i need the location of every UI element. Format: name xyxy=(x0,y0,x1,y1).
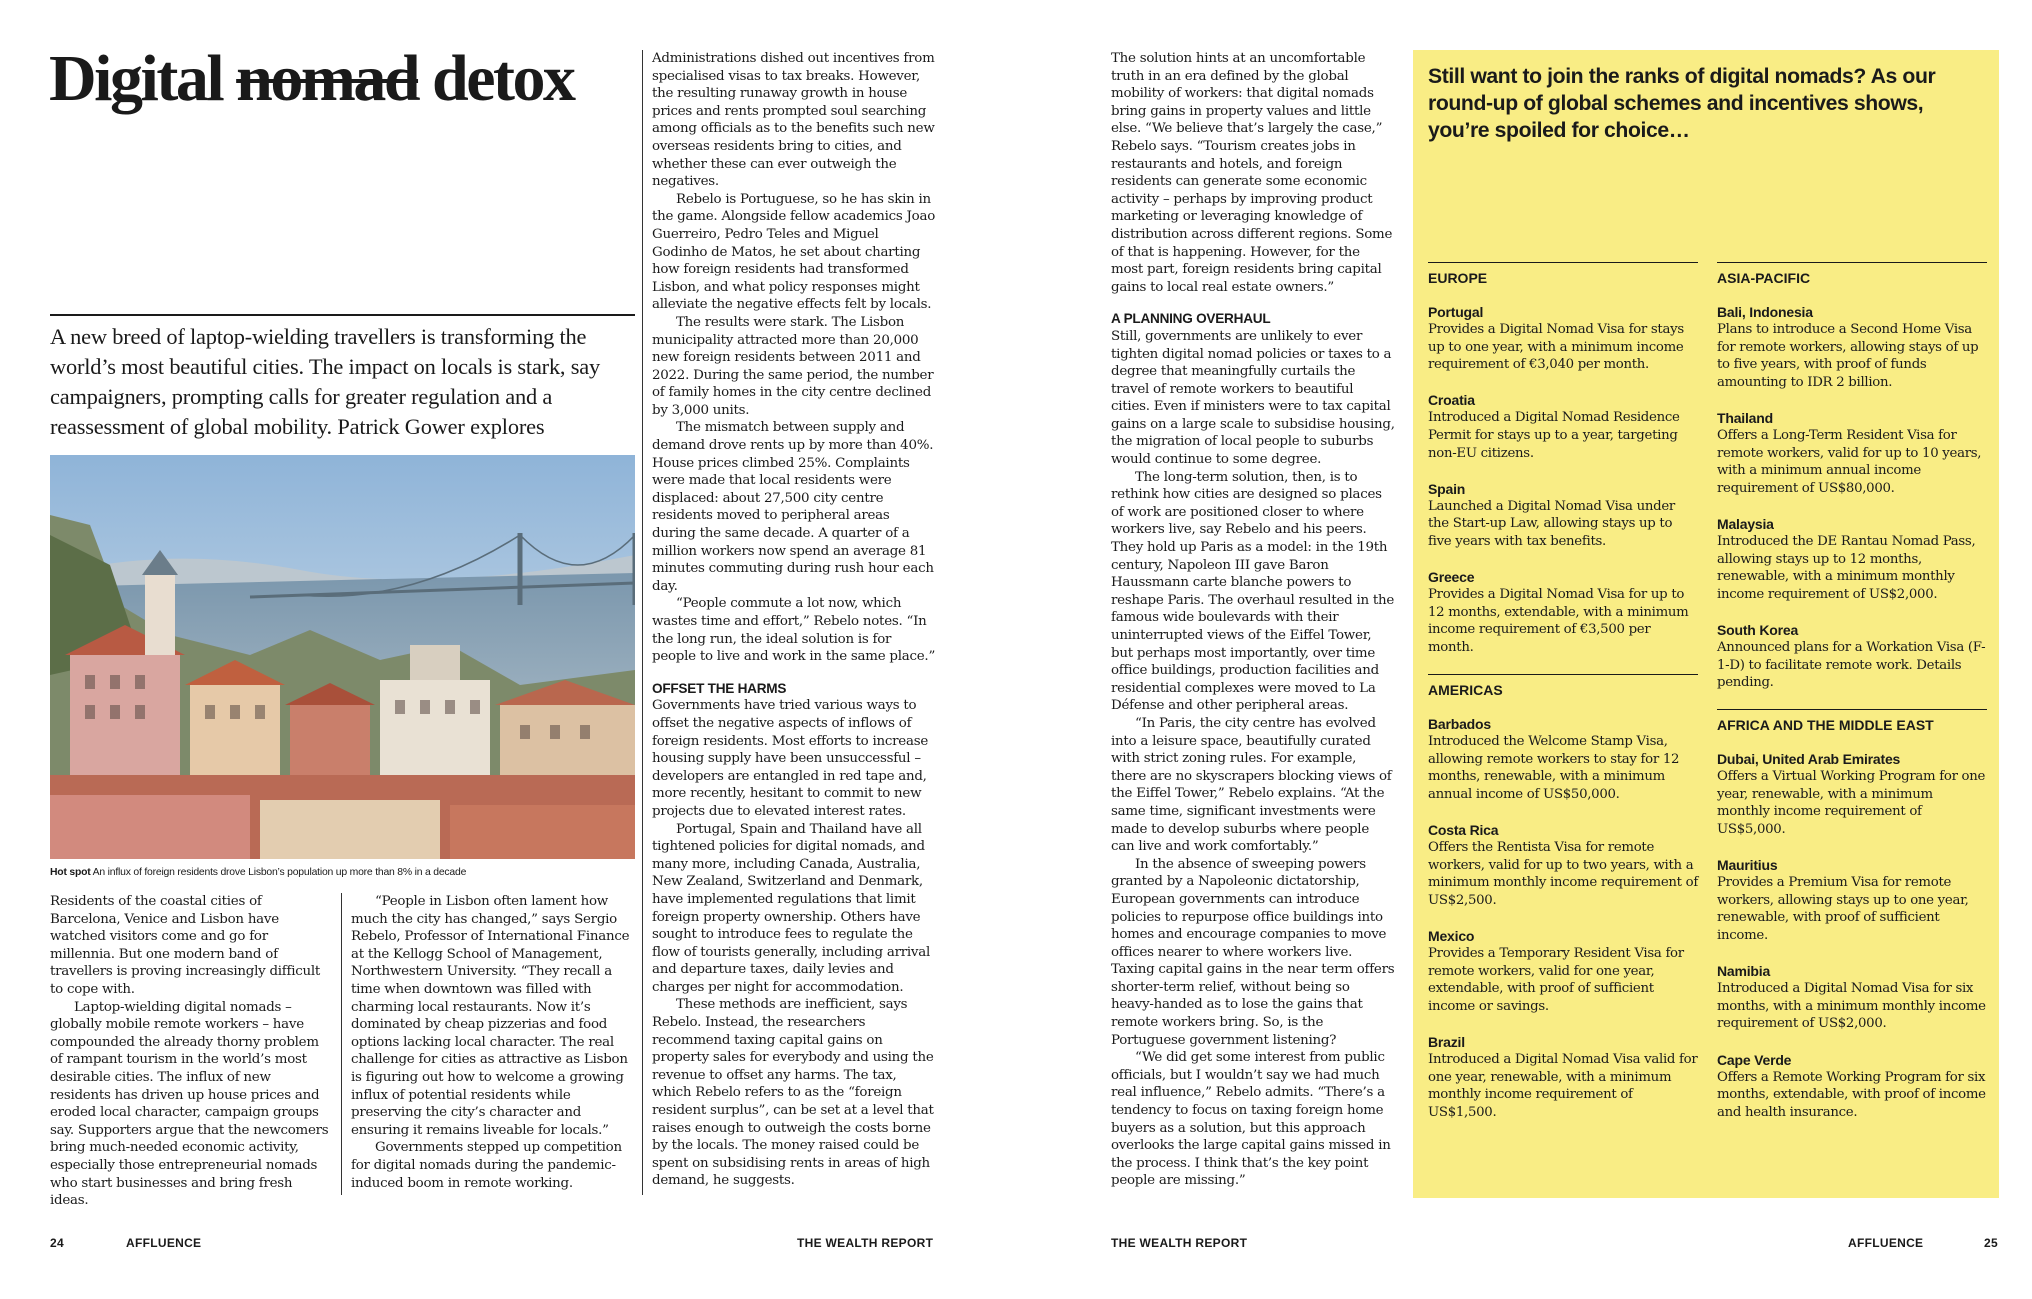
body-column-3 xyxy=(652,50,936,1190)
sidebar-intro: Still want to join the ranks of digital nomads? As our round-up of global schemes and incentives shows, you’re spoiled for choice… xyxy=(1428,65,1936,142)
paragraph: These methods are inefficient, says Rebelo. Instead, the researchers recommend taxing capital gains on property sales for everybody and using the revenue to offset any harms. The tax, which Rebelo refers to as the “foreign resident surplus”, can be set at a level that raises enough to outweigh the costs borne by the locals. The money raised could be spent on subsidising rents in areas of high demand, he suggests. xyxy=(652,997,934,1189)
paragraph: “In Paris, the city centre has evolved into a leisure space, beautifully curated with strict zoning rules. For example, there are no skyscrapers blocking views of the Eiffel Tower,” Rebelo explains. “At the same time, significant investments were made to develop suburbs where people can live and work comfortably.” xyxy=(1111,715,1392,855)
entry-country: Bali, Indonesia xyxy=(1717,304,1813,320)
entry-country: Portugal xyxy=(1428,304,1484,320)
paragraph: Governments stepped up competition for digital nomads during the pandemic-induced boom in remote working. xyxy=(351,1140,622,1191)
caption-lead: Hot spot xyxy=(50,867,91,878)
column-divider xyxy=(642,50,643,1195)
paragraph: The mismatch between supply and demand drove rents up by more than 40%. House prices climbed 25%. Complaints were made that local residents were displaced: about 27,500 city centre residents moved to peripheral areas during the same decade. A quarter of a million workers now spend an average 81 minutes commuting during rush hour each day. xyxy=(652,420,934,594)
photo-caption xyxy=(50,867,635,878)
entry-country: Spain xyxy=(1428,480,1466,497)
entry-text: Introduced a Digital Nomad Visa for six months, with a minimum monthly income requirement of US$2,000. xyxy=(1717,981,1986,1032)
entry-text: Introduced a Digital Nomad Residence Permit for stays up to a year, targeting non-EU citizens. xyxy=(1428,410,1680,461)
entry-country: Namibia xyxy=(1717,963,1771,980)
visa-entry xyxy=(1428,568,1698,656)
entry-country: Croatia xyxy=(1428,392,1475,409)
subheading-offset-the-harms: OFFSET THE HARMS xyxy=(652,680,787,696)
visa-entry xyxy=(1428,480,1698,551)
paragraph: Residents of the coastal cities of Barcelona, Venice and Lisbon have watched visitors come and go for millennia. But one modern band of travellers is proving increasingly difficult to cope with. xyxy=(50,894,321,997)
paragraph: Laptop-wielding digital nomads – globally mobile remote workers – have compounded the already thorny problem of rampant tourism in the world’s most desirable cities. The influx of new residents has driven up house prices and eroded local character, campaign groups say. Supporters argue that the newcomers bring much-needed economic activity, especially those entrepreneurial nomads who start businesses and bring fresh ideas. xyxy=(50,999,329,1209)
visa-entry xyxy=(1717,409,1987,497)
paragraph: Rebelo is Portuguese, so he has skin in the game. Alongside fellow academics Joao Guerreiro, Pedro Teles and Miguel Godinho de Matos, he set about charting how foreign residents had transformed Lisbon, and what policy responses might alleviate the negative effects felt by locals. xyxy=(652,191,936,313)
visa-entry xyxy=(1717,303,1987,391)
section-label-left: AFFLUENCE xyxy=(126,1236,202,1250)
body-column-1 xyxy=(50,893,334,1210)
entry-text: Provides a Digital Nomad Visa for up to 12 months, extendable, with a minimum income requirement of €3,500 per month. xyxy=(1428,587,1689,655)
page-number-right: 25 xyxy=(1984,1236,1998,1250)
region-africa-middle-east xyxy=(1717,709,1987,1121)
publication-label-left: THE WEALTH REPORT xyxy=(797,1236,934,1250)
title-word-digital: Digital xyxy=(49,42,223,115)
entry-country: Greece xyxy=(1428,569,1475,586)
entry-country: Cape Verde xyxy=(1717,1051,1792,1068)
publication-label-right: THE WEALTH REPORT xyxy=(1111,1236,1248,1250)
standfirst: A new breed of laptop-wielding travellers is transforming the world’s most beautiful cities. The impact on locals is stark, say campaigners, prompting calls for greater regulation and a reassessment of global mobility. Patrick Gower explores xyxy=(50,314,635,442)
entry-country: South Korea xyxy=(1717,621,1799,638)
paragraph: “We did get some interest from public officials, but I wouldn’t say we had much real influence,” Rebelo admits. “There’s a tendency to focus on taxing foreign home buyers as a solution, but this approach overlooks the large capital gains missed in the process. I think that’s the key point people are missing.” xyxy=(1111,1050,1391,1189)
paragraph: Administrations dished out incentives from specialised visas to tax breaks. However, the resulting runaway growth in house prices and rents prompted soul searching among officials as to the benefits such new overseas residents bring to cities, and whether these can ever outweigh the negatives. xyxy=(652,51,935,190)
entry-text: Plans to introduce a Second Home Visa for remote workers, allowing stays of up to five years, with proof of funds amounting to IDR 2 billion. xyxy=(1717,322,1979,390)
body-column-2 xyxy=(351,893,635,1192)
entry-text: Announced plans for a Workation Visa (F-1-D) to facilitate remote work. Details pending. xyxy=(1717,639,1986,691)
region-asia-pacific xyxy=(1717,262,1987,692)
entry-country: Mauritius xyxy=(1717,857,1778,874)
page-number-left: 24 xyxy=(50,1236,64,1250)
region-americas xyxy=(1428,674,1698,1121)
visa-entry xyxy=(1428,821,1698,909)
paragraph: The solution hints at an uncomfortable truth in an era defined by the global mobility of workers: that digital nomads bring gains in property values and little else. “We believe that’s largely the case,” Rebelo says. “Tourism creates jobs in restaurants and hotels, and foreign residents can generate some economic activity – perhaps by improving product marketing or leveraging knowledge of distribution across different regions. Some of that is happening. However, for the most part, foreign residents bring capital gains to local real estate owners.” xyxy=(1111,51,1393,295)
paragraph: “People in Lisbon often lament how much the city has changed,” says Sergio Rebelo, Professor of International Finance at the Kellogg School of Management, Northwestern University. “They recall a time when downtown was filled with charming local restaurants. Now it’s dominated by cheap pizzerias and food options lacking local character. The real challenge for cities as attractive as Lisbon is figuring out how to welcome a growing influx of potential residents while preserving the city’s character and ensuring it remains liveable for locals.” xyxy=(351,894,630,1138)
section-label-right: AFFLUENCE xyxy=(1848,1236,1924,1250)
subheading-a-planning-overhaul: A PLANNING OVERHAUL xyxy=(1111,311,1271,327)
entry-text: Offers a Virtual Working Program for one year, renewable, with a minimum monthly income requirement of US$5,000. xyxy=(1717,769,1986,838)
entry-text: Offers the Rentista Visa for remote workers, valid for up to two years, with a minimum monthly income requirement of US$2,500. xyxy=(1428,840,1698,908)
visa-entry xyxy=(1717,856,1987,944)
entry-country: Barbados xyxy=(1428,716,1491,733)
paragraph: Still, governments are unlikely to ever tighten digital nomad policies or taxes to a degree that meaningfully curtails the travel of remote workers to beautiful cities. Even if ministers were to tax capital gains on a large scale to subsidise housing, the migration of local people to suburbs would continue to some degree. xyxy=(1111,328,1395,468)
entry-text: Provides a Digital Nomad Visa for stays up to one year, with a minimum income requirement of €3,040 per month. xyxy=(1428,322,1684,373)
region-heading: ASIA-PACIFIC xyxy=(1717,262,1987,287)
paragraph: The long-term solution, then, is to rethink how cities are designed so places of work are positioned closer to where workers live, say Rebelo and his peers. They hold up Paris as a model: in the 19th century, Napoleon III gave Baron Haussmann carte blanche powers to reshape Paris. The overhaul resulted in the famous wide boulevards with their uninterrupted views of the Eiffel Tower, but perhaps most importantly, over time office buildings, production facilities and residential complexes were moved to La Défense and other peripheral areas. xyxy=(1111,469,1395,714)
paragraph: Portugal, Spain and Thailand have all tightened policies for digital nomads, and many more, including Canada, Australia, New Zealand, Switzerland and Denmark, have implemented regulations that limit foreign property ownership. Others have sought to introduce fees to regulate the flow of tourists generally, including arrival and departure taxes, daily levies and charges per night for accommodation. xyxy=(652,821,930,995)
entry-text: Provides a Premium Visa for remote workers, allowing stays up to one year, renewable, with proof of sufficient income. xyxy=(1717,875,1969,944)
paragraph: “People commute a lot now, which wastes time and effort,” Rebelo notes. “In the long run, the ideal solution is for people to live and work in the same place.” xyxy=(652,596,936,665)
article-title xyxy=(49,42,669,116)
visa-entry xyxy=(1428,391,1698,462)
paragraph: The results were stark. The Lisbon municipality attracted more than 20,000 new foreign residents between 2011 and 2022. During the same period, the number of family homes in the city centre declined by 3,000 units. xyxy=(652,314,934,418)
entry-text: Offers a Remote Working Program for six months, extendable, with proof of income and health insurance. xyxy=(1717,1069,1986,1120)
entry-country: Dubai, United Arab Emirates xyxy=(1717,751,1901,768)
title-word-struck: nomad xyxy=(236,42,419,115)
visa-entry xyxy=(1717,515,1987,603)
entry-text: Offers a Long-Term Resident Visa for remote workers, valid for up to 10 years, with a minimum annual income requirement of US$80,000. xyxy=(1717,427,1982,496)
entry-country: Brazil xyxy=(1428,1034,1465,1050)
region-heading: AMERICAS xyxy=(1428,674,1698,699)
paragraph: Governments have tried various ways to offset the negative aspects of inflows of foreign residents. Most efforts to increase housing supply have been unsuccessful – developers are entangled in red tape and, more recently, hesitant to commit to new projects due to elevated interest rates. xyxy=(652,698,928,819)
visa-entry xyxy=(1717,962,1987,1033)
entry-text: Introduced a Digital Nomad Visa valid for one year, renewable, with a minimum monthly income requirement of US$1,500. xyxy=(1428,1052,1698,1120)
caption-text: An influx of foreign residents drove Lisbon’s population up more than 8% in a decade xyxy=(92,867,467,878)
body-column-4 xyxy=(1111,50,1395,1190)
visa-entry xyxy=(1428,303,1698,374)
visa-entry xyxy=(1717,621,1987,692)
region-heading: EUROPE xyxy=(1428,262,1698,287)
column-divider xyxy=(341,893,342,1195)
visa-entry xyxy=(1428,715,1698,803)
visa-entry xyxy=(1717,750,1987,838)
entry-country: Malaysia xyxy=(1717,515,1774,532)
entry-text: Launched a Digital Nomad Visa under the Start-up Law, allowing stays up to five years with tax benefits. xyxy=(1428,498,1675,549)
entry-text: Provides a Temporary Resident Visa for remote workers, valid for one year, extendable, with proof of sufficient income or savings. xyxy=(1428,946,1684,1014)
paragraph: In the absence of sweeping powers granted by a Napoleonic dictatorship, European governments can introduce policies to repurpose office buildings into homes and encourage companies to move offices nearer to where workers live. Taxing capital gains in the near term offers shorter-term relief, without being so heavy-handed as to lose the gains that remote workers bring. So, is the Portuguese government listening? xyxy=(1111,856,1395,1048)
sidebar-left-column xyxy=(1428,262,1698,1139)
entry-text: Introduced the Welcome Stamp Visa, allowing remote workers to stay for 12 months, renewable, with a minimum annual income of US$50,000. xyxy=(1428,734,1680,802)
sidebar-right-column xyxy=(1717,262,1987,1139)
entry-country: Thailand xyxy=(1717,409,1773,426)
entry-country: Mexico xyxy=(1428,928,1475,945)
visa-entry xyxy=(1428,1033,1698,1121)
entry-text: Introduced the DE Rantau Nomad Pass, allowing stays up to 12 months, renewable, with a minimum monthly income requirement of US$2,000. xyxy=(1717,533,1976,602)
lisbon-photo xyxy=(50,455,635,859)
visa-entry xyxy=(1428,927,1698,1015)
title-word-detox: detox xyxy=(432,42,574,115)
region-heading: AFRICA AND THE MIDDLE EAST xyxy=(1717,709,1987,734)
region-europe xyxy=(1428,262,1698,657)
entry-country: Costa Rica xyxy=(1428,822,1499,839)
visa-entry xyxy=(1717,1051,1987,1122)
